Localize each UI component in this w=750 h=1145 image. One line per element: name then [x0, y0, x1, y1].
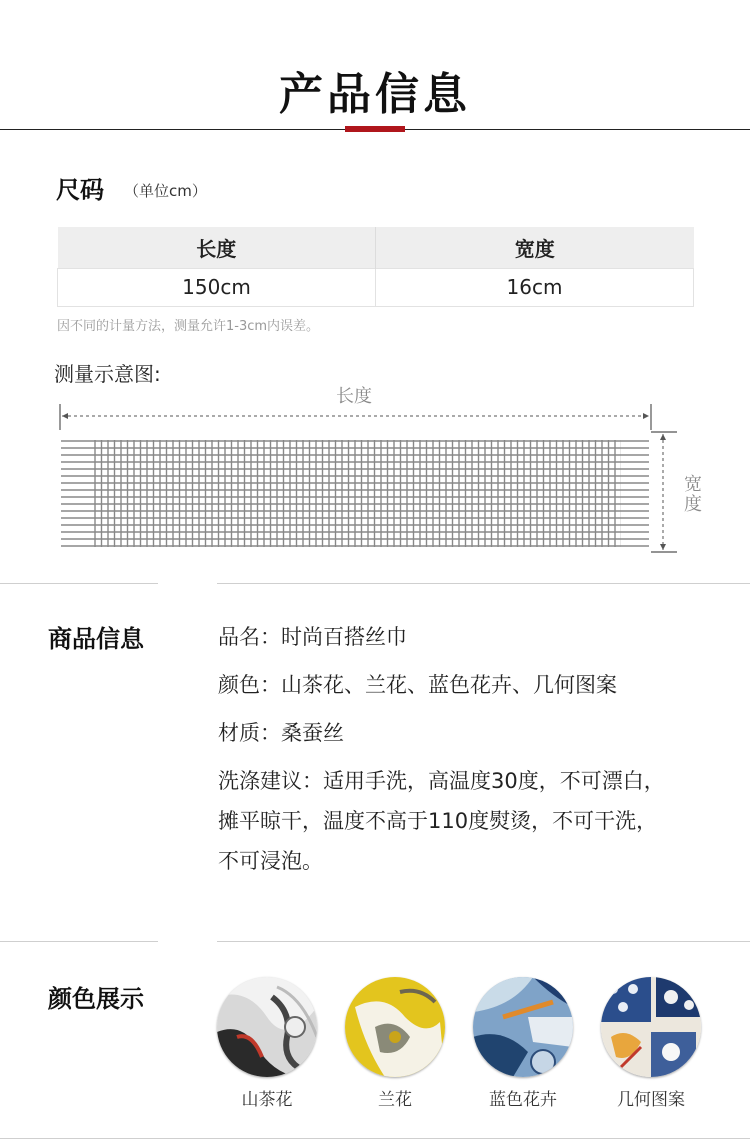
- section-divider-right-2: [217, 941, 750, 942]
- header-accent-bar: [345, 126, 405, 132]
- blue-floral-pattern-icon: [473, 977, 573, 1077]
- width-label-1: 宽: [684, 474, 702, 495]
- section-divider-left-2: [0, 941, 158, 942]
- size-col-length: 长度: [58, 227, 376, 268]
- section-divider-right: [217, 583, 750, 584]
- size-col-width: 宽度: [376, 227, 694, 268]
- info-line-care-2: 摊平晾干，温度不高于110度熨烫，不可干洗，: [218, 809, 658, 833]
- camellia-pattern-icon: [217, 977, 317, 1077]
- bottom-divider: [0, 1138, 750, 1139]
- product-info-label: 商品信息: [48, 625, 144, 653]
- page-title: 产品信息: [279, 69, 471, 120]
- info-line-care-3: 不可浸泡。: [218, 849, 323, 873]
- width-arrow-bottom: [660, 544, 666, 550]
- size-table-row: [58, 268, 694, 306]
- size-note: 因不同的计量方法，测量允许1-3cm内误差。: [57, 319, 320, 334]
- width-arrow-top: [660, 434, 666, 440]
- size-value-length: 150cm: [58, 268, 376, 306]
- size-table-header-row: [58, 227, 694, 268]
- color-showcase-label: 颜色展示: [48, 985, 144, 1013]
- color-swatch-orchid[interactable]: [345, 977, 445, 1110]
- scarf-grid: [61, 440, 649, 547]
- info-line-name: 品名：时尚百搭丝巾: [218, 625, 407, 649]
- info-line-color: 颜色：山茶花、兰花、蓝色花卉、几何图案: [218, 673, 617, 697]
- diagram-title: 测量示意图:: [54, 362, 161, 386]
- width-label-2: 度: [684, 494, 702, 515]
- size-title: 尺码: [56, 176, 104, 204]
- geometric-pattern-icon: [601, 977, 701, 1077]
- size-value-width: 16cm: [376, 268, 694, 306]
- info-line-material: 材质：桑蚕丝: [218, 721, 344, 745]
- section-divider-left: [0, 583, 158, 584]
- swatch-label: 山茶花: [241, 1090, 293, 1110]
- swatch-label: 蓝色花卉: [489, 1090, 557, 1110]
- scarf-diagram-svg: [55, 380, 715, 565]
- orchid-pattern-icon: [345, 977, 445, 1077]
- info-line-care-1: 洗涤建议：适用手洗，高温度30度，不可漂白，: [218, 769, 665, 793]
- length-label: 长度: [336, 386, 372, 407]
- length-arrow-right: [643, 413, 649, 419]
- size-unit: （单位cm）: [124, 182, 207, 200]
- color-swatch-camellia[interactable]: [217, 977, 317, 1110]
- color-swatch-blue-floral[interactable]: [473, 977, 573, 1110]
- color-swatch-geometric[interactable]: [601, 977, 701, 1110]
- measurement-diagram: [55, 380, 715, 569]
- swatch-label: 几何图案: [617, 1090, 685, 1110]
- size-table: [57, 227, 694, 307]
- length-arrow-left: [62, 413, 68, 419]
- swatch-label: 兰花: [378, 1090, 412, 1110]
